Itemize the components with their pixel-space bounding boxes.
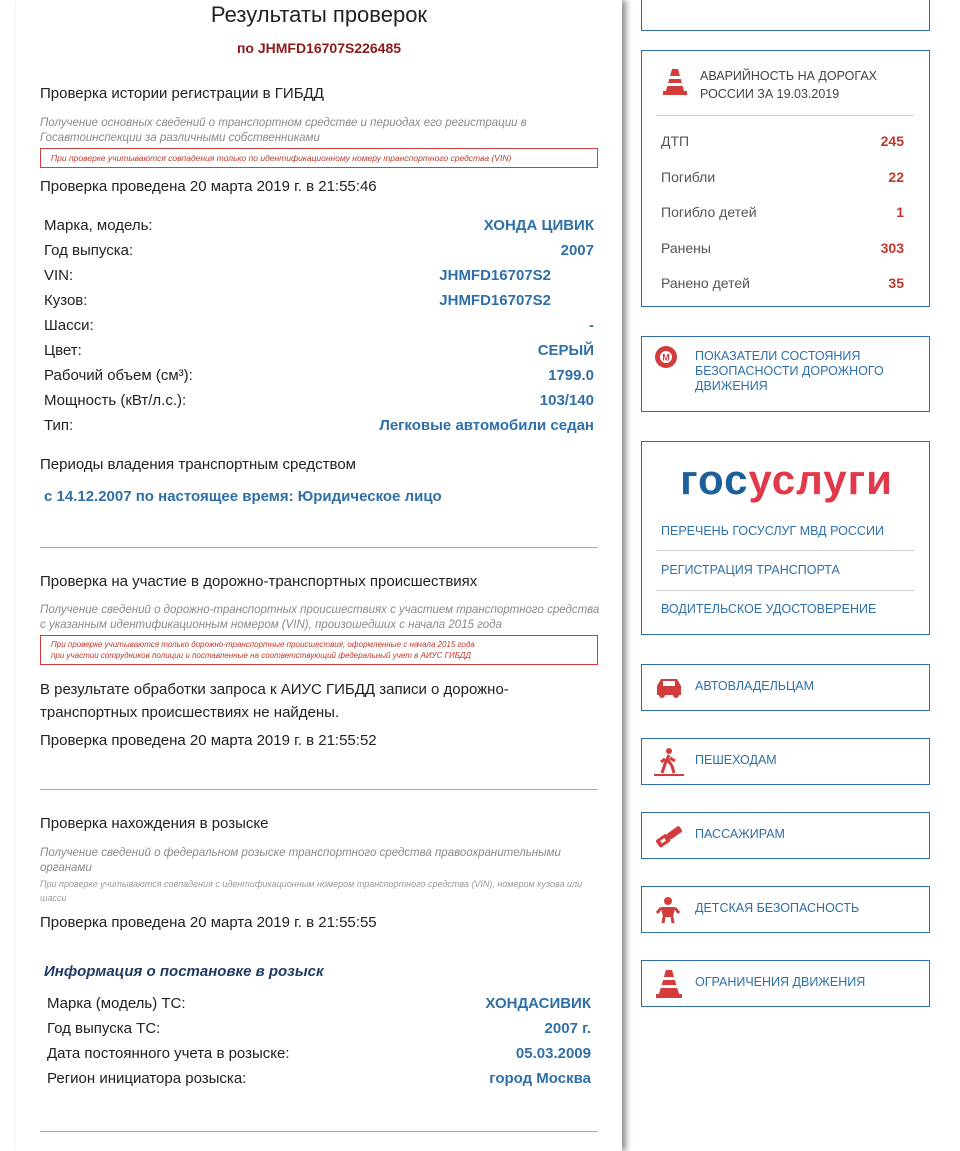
stat-row: ДТП 245 [661, 133, 904, 149]
registration-warning: При проверке учитываются совпадения только по идентификационному номеру транспортного средства (VIN) [40, 148, 598, 168]
child-safety-label: ДЕТСКАЯ БЕЗОПАСНОСТЬ [695, 901, 860, 915]
child-icon [652, 895, 686, 925]
gos-link-license[interactable]: ВОДИТЕЛЬСКОЕ УДОСТОВЕРЕНИЕ [661, 602, 877, 616]
pedestrians-label: ПЕШЕХОДАМ [695, 753, 777, 767]
sidebar-top-card [641, 0, 930, 31]
wanted-info-title: Информация о постановке в розыск [44, 963, 324, 980]
wanted-checked: Проверка проведена 20 марта 2019 г. в 21:55:55 [40, 914, 377, 931]
stats-divider [656, 115, 914, 116]
stat-row: Ранено детей 35 [661, 275, 904, 291]
stat-row: Погибли 22 [661, 169, 904, 185]
registration-checked: Проверка проведена 20 марта 2019 г. в 21:55:46 [40, 178, 377, 195]
wanted-field-region: Регион инициатора розыска: город Москва [47, 1070, 591, 1087]
accident-stats-card [641, 50, 930, 307]
passengers-label: ПАССАЖИРАМ [695, 827, 785, 841]
gos-divider [656, 590, 914, 591]
field-displacement: Рабочий объем (см³): 1799.0 [44, 367, 594, 384]
accidents-warning: При проверке учитываются только дорожно-транспортные происшествия, оформленные с начала 2015 года при участии сотрудников полиции и поставленные на соответствующий федеральный учет в АИУС ГИБДД [40, 635, 598, 665]
gos-link-services[interactable]: ПЕРЕЧЕНЬ ГОСУСЛУГ МВД РОССИИ [661, 524, 884, 538]
wanted-field-model: Марка (модель) ТС: ХОНДАСИВИК [47, 995, 591, 1012]
wanted-field-year: Год выпуска ТС: 2007 г. [47, 1020, 591, 1037]
stat-row: Ранены 303 [661, 240, 904, 256]
accidents-checked: Проверка проведена 20 марта 2019 г. в 21:55:52 [40, 732, 377, 749]
field-power: Мощность (кВт/л.с.): 103/140 [44, 392, 594, 409]
stats-title: АВАРИЙНОСТЬ НА ДОРОГАХ РОССИИ ЗА 19.03.2019 [700, 69, 877, 101]
accidents-result: В результате обработки запроса к АИУС ГИБДД записи о дорожно-транспортных происшествиях не найдены. [40, 681, 509, 721]
field-make-model: Марка, модель: ХОНДА ЦИВИК [44, 217, 594, 234]
child-safety-link[interactable] [641, 886, 930, 933]
seatbelt-icon [652, 821, 686, 851]
traffic-restrictions-link[interactable] [641, 960, 930, 1007]
car-owners-link[interactable] [641, 664, 930, 711]
pedestrians-link[interactable] [641, 738, 930, 785]
vin-line: по JHMFD16707S226485 [236, 40, 402, 56]
traffic-cone-icon [652, 969, 686, 999]
divider [40, 789, 598, 790]
ownership-period: с 14.12.2007 по настоящее время: Юридическое лицо [44, 488, 442, 505]
gos-divider [656, 550, 914, 551]
field-type: Тип: Легковые автомобили седан [44, 417, 594, 434]
stats-header [662, 65, 922, 115]
gos-link-registration[interactable]: РЕГИСТРАЦИЯ ТРАНСПОРТА [661, 563, 840, 577]
registration-title: Проверка истории регистрации в ГИБДД [40, 85, 324, 102]
pedestrian-icon [652, 747, 686, 777]
accidents-desc: Получение сведений о дорожно-транспортных происшествиях с участием транспортного средства с указанным идентификационным номером (VIN), произошедших с начала 2015 года [40, 604, 600, 631]
gosuslugi-card [641, 441, 930, 635]
passengers-link[interactable] [641, 812, 930, 859]
car-icon [652, 673, 686, 703]
field-body: Кузов: JHMFD16707S2 [44, 292, 551, 309]
svg-text:M: M [662, 352, 670, 363]
page-title: Результаты проверок [210, 2, 428, 27]
wanted-note: При проверке учитываются совпадения с идентификационным номером транспортного средства (VIN), номером кузова или шасси [40, 879, 583, 903]
results-panel [16, 0, 622, 1151]
metro-badge-icon [652, 345, 686, 375]
divider [40, 547, 598, 548]
ownership-title: Периоды владения транспортным средством [40, 456, 356, 473]
wanted-desc: Получение сведений о федеральном розыске транспортного средства правоохранительными органами [40, 847, 561, 874]
field-color: Цвет: СЕРЫЙ [44, 342, 594, 359]
wanted-field-date: Дата постоянного учета в розыске: 05.03.2009 [47, 1045, 591, 1062]
divider [40, 1131, 598, 1132]
traffic-restrictions-label: ОГРАНИЧЕНИЯ ДВИЖЕНИЯ [695, 975, 866, 989]
registration-desc: Получение основных сведений о транспортном средстве и периодах его регистрации в Госавтоинспекции за различными собственниками [40, 117, 527, 144]
traffic-cone-icon [662, 67, 688, 97]
stat-row: Погибло детей 1 [661, 204, 904, 220]
safety-indicators-link[interactable] [641, 336, 930, 412]
field-year: Год выпуска: 2007 [44, 242, 594, 259]
gosuslugi-logo[interactable]: госуслуги [680, 456, 893, 503]
accidents-title: Проверка на участие в дорожно-транспортных происшествиях [40, 573, 478, 590]
field-vin: VIN: JHMFD16707S2 [44, 267, 551, 284]
car-owners-label: АВТОВЛАДЕЛЬЦАМ [695, 679, 814, 693]
safety-indicators-label: ПОКАЗАТЕЛИ СОСТОЯНИЯ БЕЗОПАСНОСТИ ДОРОЖНОГО ДВИЖЕНИЯ [695, 349, 884, 393]
wanted-title: Проверка нахождения в розыске [40, 815, 269, 832]
field-chassis: Шасси: - [44, 317, 594, 334]
